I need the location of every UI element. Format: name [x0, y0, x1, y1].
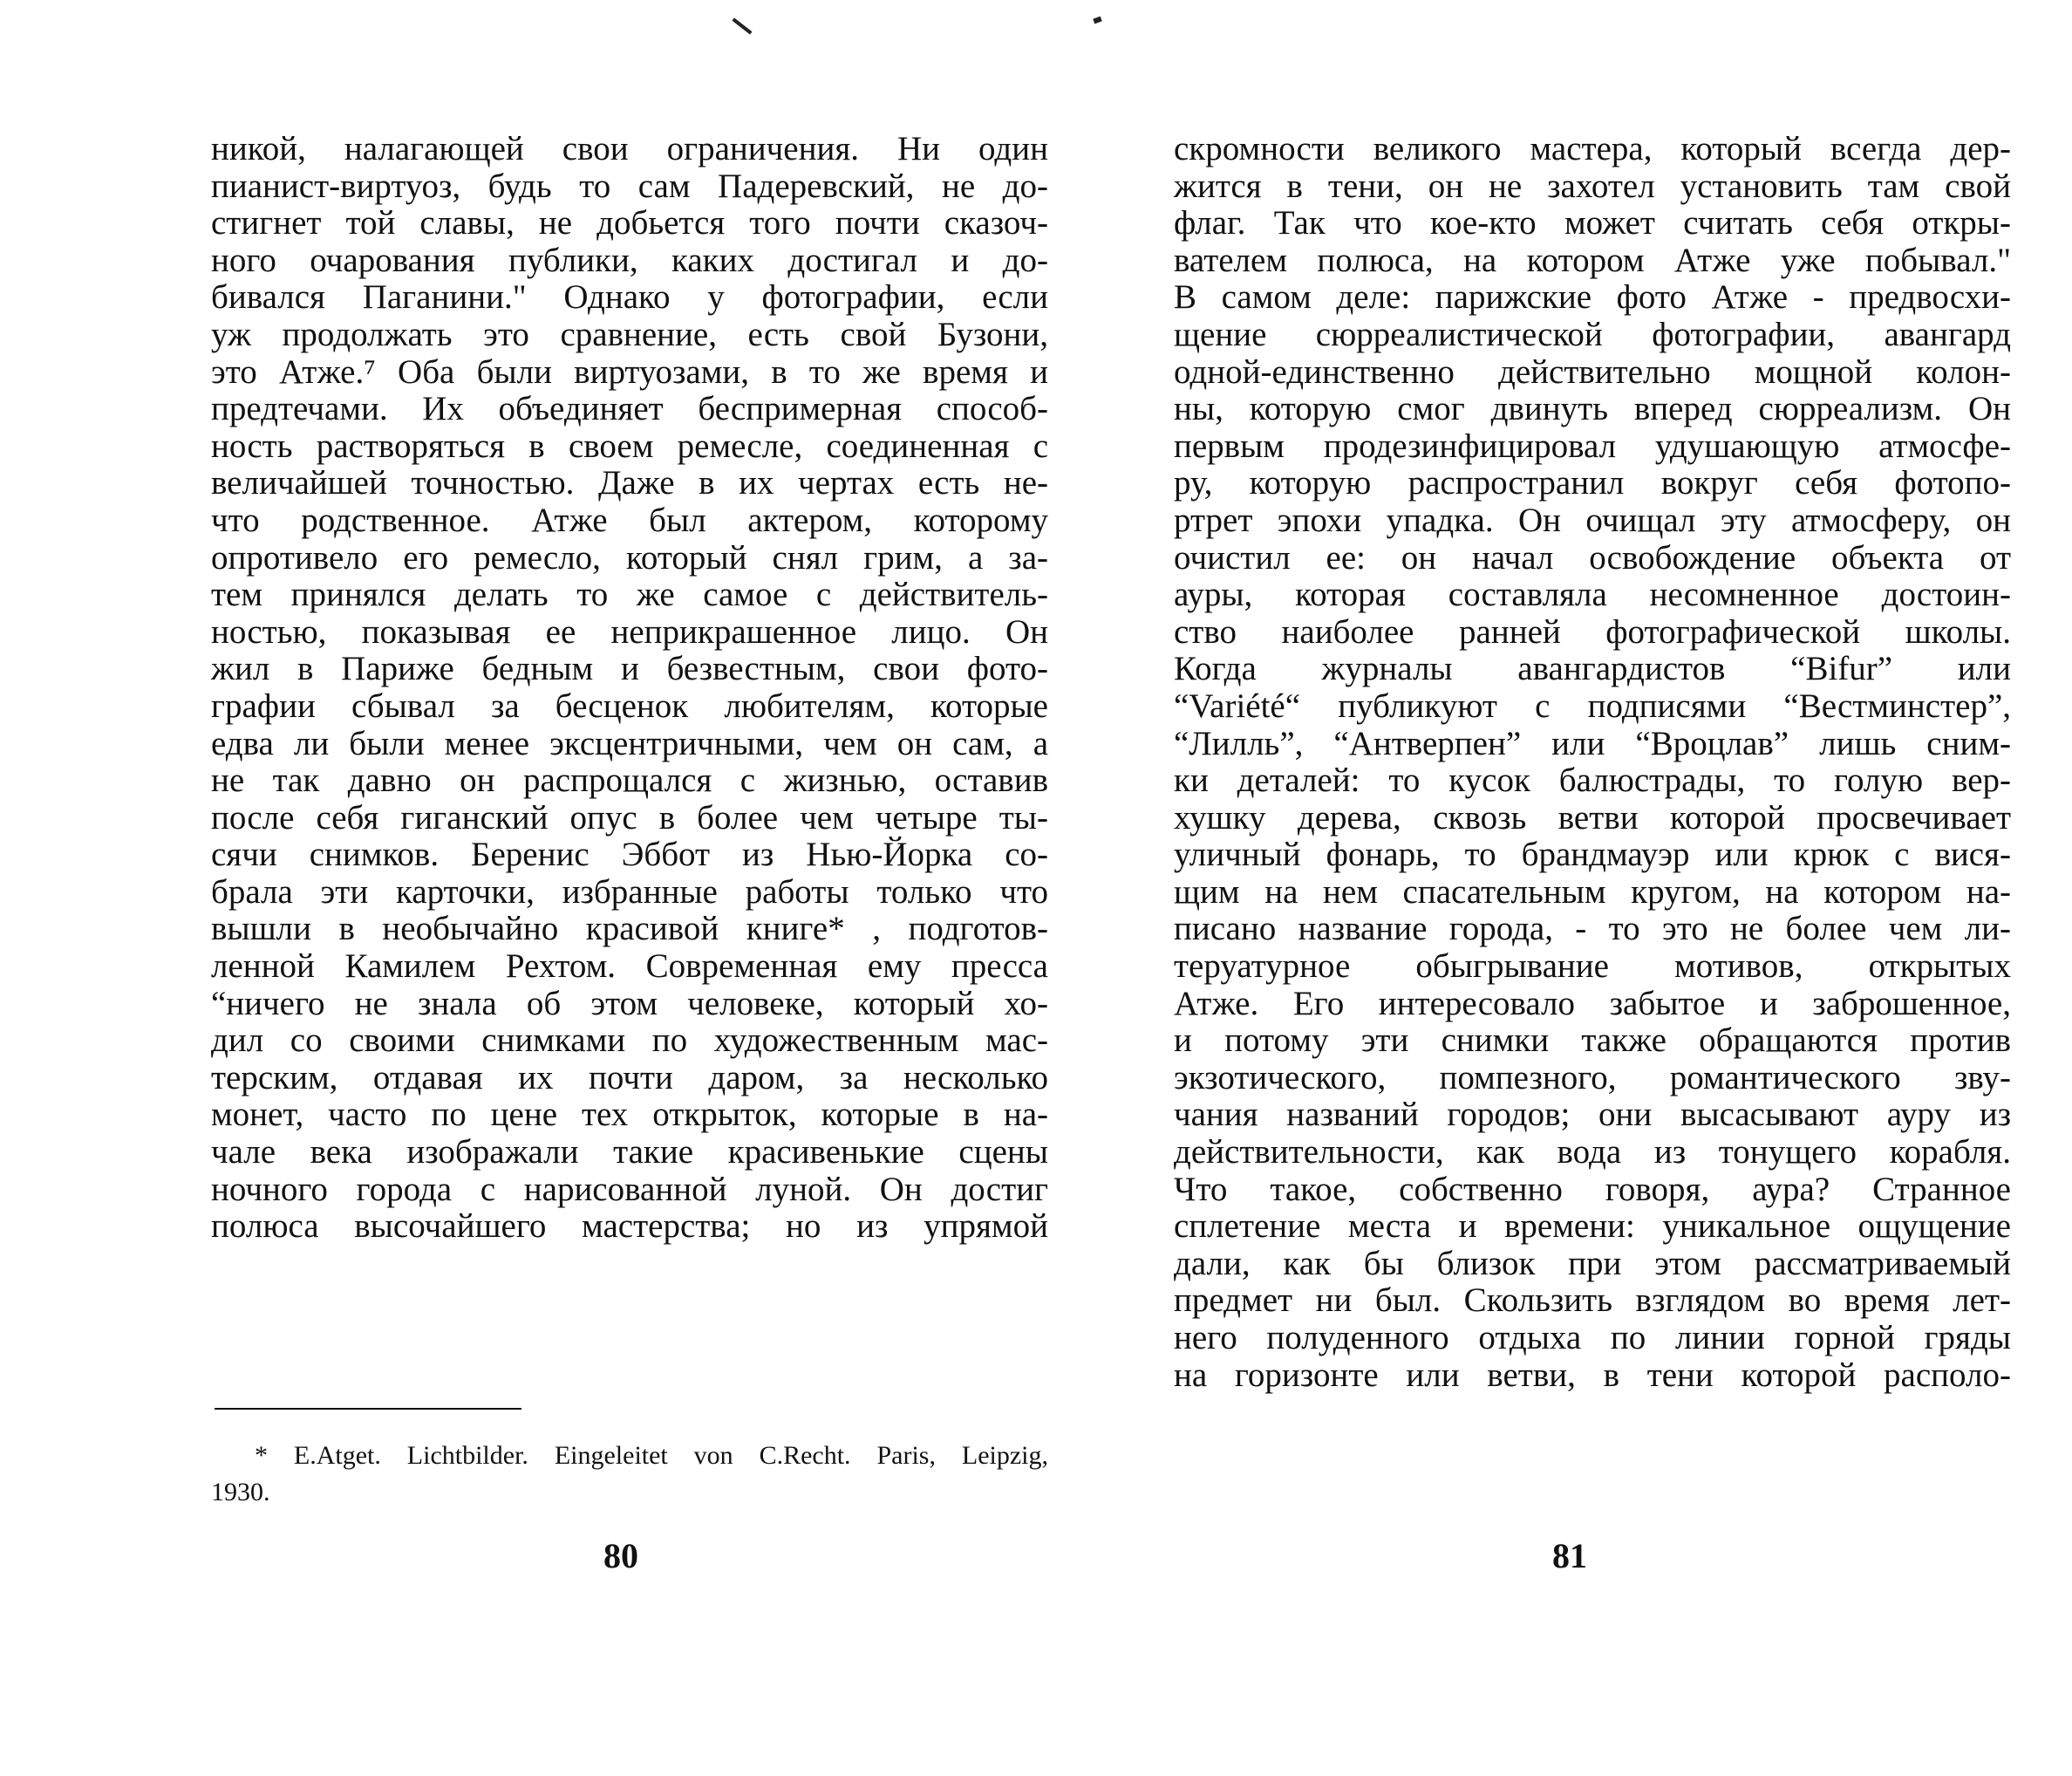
text-line: ностью, показывая ее неприкрашенное лицо. Он	[211, 612, 1048, 651]
text-line: Когда журналы авангардистов “Bifur” или	[1174, 650, 2011, 688]
text-line: одной-единственно действительно мощной колон-	[1174, 352, 2011, 391]
text-line: ртрет эпохи упадка. Он очищал эту атмосферу, он	[1174, 501, 2011, 539]
text-line: бивался Паганини." Однако у фотографии, если	[211, 278, 1048, 317]
text-line: ки деталей: то кусок балюстрады, то голую вер-	[1174, 762, 2011, 800]
text-line: действительности, как вода из тонущего корабля.	[1174, 1133, 2011, 1171]
text-line: теруатурное обыгрывание мотивов, открытых	[1174, 947, 2011, 986]
text-line: “ничего не знала об этом человеке, который хо-	[211, 984, 1048, 1022]
page-number-right: 81	[1552, 1536, 1587, 1575]
text-line: и потому эти снимки также обращаются против	[1174, 1021, 2011, 1060]
text-line: вышли в необычайно красивой книге* , подготов-	[211, 910, 1048, 948]
text-line: брала эти карточки, избранные работы только что	[211, 872, 1048, 911]
text-line: ны, которую смог двинуть вперед сюрреализм. Он	[1174, 390, 2011, 428]
scan-speck	[1093, 17, 1102, 24]
text-line: после себя гиганский опус в более чем четыре ты-	[211, 798, 1048, 837]
text-line: дил со своими снимками по художественным мас-	[211, 1021, 1048, 1060]
footnote	[211, 1438, 1048, 1511]
text-line: полюса высочайшего мастерства; но из упрямой	[211, 1207, 1048, 1246]
text-line: чания названий городов; они высасывают ауру из	[1174, 1096, 2011, 1134]
text-line: никой, налагающей свои ограничения. Ни один	[211, 130, 1048, 167]
text-line: В самом деле: парижские фото Атже - предвосхи-	[1174, 278, 2011, 317]
text-line: дали, как бы близок при этом рассматриваемый	[1174, 1244, 2011, 1282]
text-line: ленной Камилем Рехтом. Современная ему пресса	[211, 947, 1048, 986]
text-line: флаг. Так что кое-кто может считать себя откры-	[1174, 204, 2011, 242]
text-line: очистил ее: он начал освобождение объекта от	[1174, 538, 2011, 577]
text-line: жил в Париже бедным и безвестным, свои фото-	[211, 650, 1048, 688]
right-page-text	[1174, 131, 2011, 1394]
text-line: него полуденного отдыха по линии горной гряды	[1174, 1319, 2011, 1356]
text-line: предтечами. Их объединяет беспримерная способ-	[211, 390, 1048, 428]
text-line: хушку дерева, сквозь ветви которой просвечивает	[1174, 798, 2011, 837]
text-line: “Variété“ публикуют с подписями “Вестминстер”,	[1174, 686, 2011, 725]
text-line: уж продолжать это сравнение, есть свой Бузони,	[211, 315, 1048, 353]
text-line: сплетение места и времени: уникальное ощущение	[1174, 1207, 2011, 1246]
text-line: уличный фонарь, то брандмауэр или крюк с вися-	[1174, 836, 2011, 874]
text-line: тем принялся делать то же самое с действитель-	[211, 576, 1048, 614]
text-line: сячи снимков. Беренис Эббот из Нью-Йорка со-	[211, 836, 1048, 874]
left-page-text	[211, 131, 1048, 1246]
text-line: экзотического, помпезного, романтического зву-	[1174, 1058, 2011, 1096]
text-line: не так давно он распрощался с жизнью, оставив	[211, 762, 1048, 800]
text-line: едва ли были менее эксцентричными, чем он сам, а	[211, 724, 1048, 762]
text-line: ауры, которая составляла несомненное достоин-	[1174, 576, 2011, 614]
text-line: щим на нем спасательным кругом, на котором на-	[1174, 872, 2011, 911]
text-line: “Лилль”, “Антверпен” или “Вроцлав” лишь сним-	[1174, 724, 2011, 762]
text-line: вателем полюса, на котором Атже уже побывал."	[1174, 241, 2011, 279]
text-line: величайшей точностью. Даже в их чертах есть не-	[211, 464, 1048, 502]
text-line: монет, часто по цене тех открыток, которые в на-	[211, 1096, 1048, 1134]
text-line: это Атже.⁷ Оба были виртуозами, в то же время и	[211, 352, 1048, 391]
text-line: предмет ни был. Скользить взглядом во время лет-	[1174, 1281, 2011, 1320]
text-line: ного очарования публики, каких достигал и до-	[211, 241, 1048, 279]
text-line: графии сбывал за бесценок любителям, которые	[211, 686, 1048, 725]
text-line: скромности великого мастера, который всегда дер-	[1174, 130, 2011, 167]
text-line: ночного города с нарисованной луной. Он достиг	[211, 1170, 1048, 1208]
text-line: опротивело его ремесло, который снял грим, а за-	[211, 538, 1048, 577]
text-line: жится в тени, он не захотел установить там свой	[1174, 167, 2011, 205]
scan-speck	[733, 17, 753, 34]
text-line: щение сюрреалистической фотографии, авангард	[1174, 315, 2011, 353]
text-line: первым продезинфицировал удушающую атмосфе-	[1174, 427, 2011, 465]
text-line: ство наиболее ранней фотографической школы.	[1174, 612, 2011, 651]
text-line: чале века изображали такие красивенькие сцены	[211, 1133, 1048, 1171]
text-line: ру, которую распространил вокруг себя фотопо-	[1174, 464, 2011, 502]
text-line: писано название города, - то это не более чем ли-	[1174, 910, 2011, 948]
text-line: пианист-виртуоз, будь то сам Падеревский, не до-	[211, 167, 1048, 205]
page-number-left: 80	[603, 1536, 638, 1575]
text-line: на горизонте или ветви, в тени которой располо-	[1174, 1356, 2011, 1394]
text-line: терским, отдавая их почти даром, за несколько	[211, 1058, 1048, 1096]
text-line: Что такое, собственно говоря, аура? Странное	[1174, 1170, 2011, 1208]
footnote-rule	[215, 1408, 521, 1410]
text-line: Атже. Его интересовало забытое и заброшенное,	[1174, 984, 2011, 1022]
footnote-line: * E.Atget. Lichtbilder. Eingeleitet von C.Recht. Paris, Leipzig,	[255, 1441, 1048, 1470]
text-line: что родственное. Атже был актером, которому	[211, 501, 1048, 539]
text-line: стигнет той славы, не добьется того почти сказоч-	[211, 204, 1048, 242]
footnote-line: 1930.	[211, 1478, 270, 1506]
text-line: ность растворяться в своем ремесле, соединенная с	[211, 427, 1048, 465]
